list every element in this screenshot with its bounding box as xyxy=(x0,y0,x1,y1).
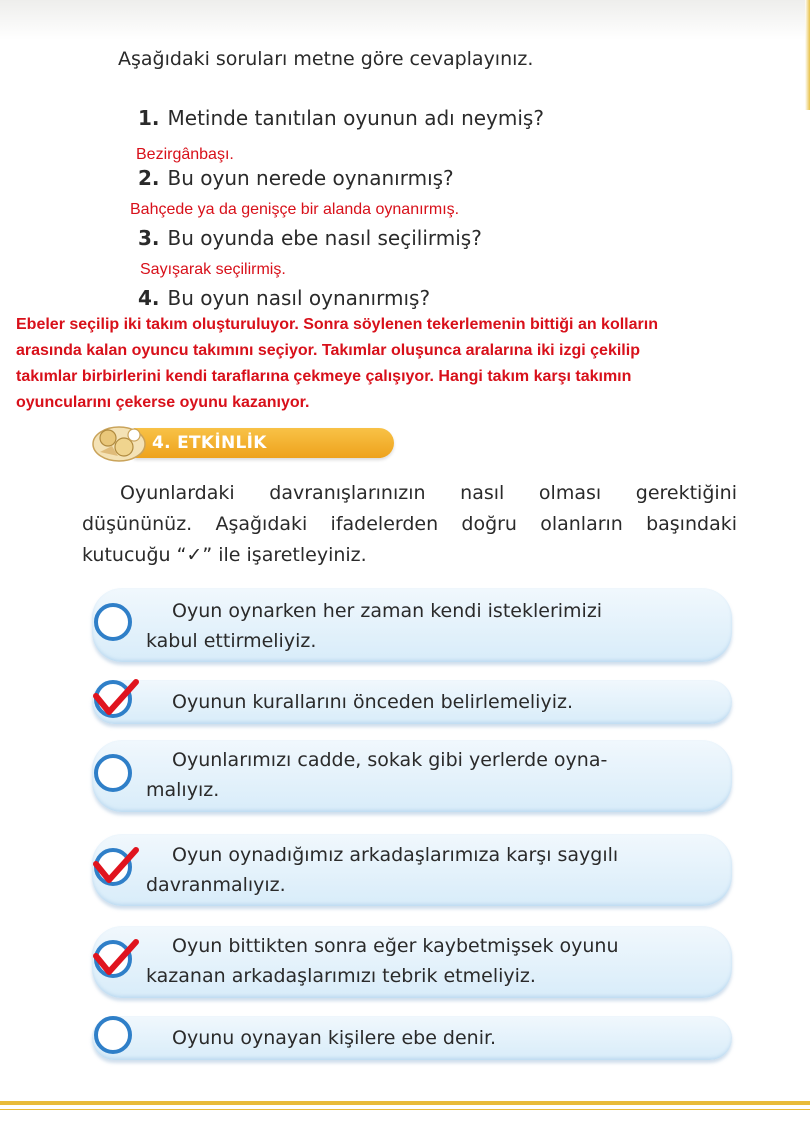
checkbox-1[interactable] xyxy=(92,605,132,645)
checkbox-2[interactable] xyxy=(92,682,132,722)
question-number: 1. xyxy=(138,106,160,130)
statement-text: Oyunun kurallarını önceden belirlemeliyiz. xyxy=(172,691,573,713)
answer-4-line: arasında kalan oyuncu takımını seçiyor. Takımlar oluşunca aralarına iki izgi çekilip xyxy=(16,342,640,359)
question-number: 3. xyxy=(138,226,160,250)
checkbox-4[interactable] xyxy=(92,850,132,890)
statement-text: Oyun oynarken her zaman kendi isteklerimizi kabul ettirmeliyiz. xyxy=(146,600,603,652)
activity-intro xyxy=(82,478,737,571)
activity-title: 4. ETKİNLİK xyxy=(152,433,267,453)
answer-3: Sayışarak seçilirmiş. xyxy=(140,261,286,278)
checkbox-3[interactable] xyxy=(92,756,132,796)
statement-text: Oyun bittikten sonra eğer kaybetmişsek oyunu kazanan arkadaşlarımızı tebrik etmeliyiz. xyxy=(146,935,619,987)
answer-4-line: oyuncularını çekerse oyunu kazanıyor. xyxy=(16,394,310,411)
checkmark-icon xyxy=(90,844,136,890)
question-text: Bu oyunda ebe nasıl seçilirmiş? xyxy=(167,226,482,250)
question-number: 4. xyxy=(138,286,160,310)
statement-item-2 xyxy=(92,680,732,724)
question-4 xyxy=(138,286,430,310)
statement-item-3 xyxy=(92,740,732,812)
statement-item-5 xyxy=(92,926,732,998)
empty-circle-icon xyxy=(90,750,136,796)
question-number: 2. xyxy=(138,166,160,190)
statement-text: Oyunlarımızı cadde, sokak gibi yerlerde oyna- malıyız. xyxy=(146,749,608,801)
statement-item-6 xyxy=(92,1016,732,1060)
activity-header xyxy=(88,420,318,464)
question-text: Metinde tanıtılan oyunun adı neymiş? xyxy=(167,106,544,130)
page-edge-decoration xyxy=(805,0,810,110)
statement-item-4 xyxy=(92,834,732,906)
answer-1: Bezirgânbaşı. xyxy=(136,146,234,163)
question-1 xyxy=(138,106,544,130)
question-2 xyxy=(138,166,454,190)
statement-text: Oyun oynadığımız arkadaşlarımıza karşı saygılı davranmalıyız. xyxy=(146,844,619,896)
checkmark-icon xyxy=(90,936,136,982)
question-text: Bu oyun nerede oynanırmış? xyxy=(167,166,454,190)
answer-4-line: takımlar birbirlerini kendi taraflarına çekmeye çalışıyor. Hangi takım karşı takımın xyxy=(16,368,632,385)
question-text: Bu oyun nasıl oynanırmış? xyxy=(167,286,431,310)
statement-text: Oyunu oynayan kişilere ebe denir. xyxy=(172,1027,497,1049)
question-3 xyxy=(138,226,482,250)
checkbox-6[interactable] xyxy=(92,1018,132,1058)
questions-instruction: Aşağıdaki soruları metne göre cevaplayınız. xyxy=(118,48,534,70)
checkbox-5[interactable] xyxy=(92,942,132,982)
footer-divider-thin xyxy=(0,1109,810,1110)
footer-divider xyxy=(0,1101,810,1105)
empty-circle-icon xyxy=(90,1012,136,1058)
puzzle-icon xyxy=(88,420,150,464)
statement-item-1 xyxy=(92,588,732,662)
answer-2: Bahçede ya da genişçe bir alanda oynanırmış. xyxy=(130,201,460,218)
activity-intro-text: Oyunlardaki davranışlarınızın nasıl olması gerektiğini düşününüz. Aşağıdaki ifadelerden doğru olanların başındaki kutucuğu “✓” ile işaretleyiniz. xyxy=(82,482,737,566)
empty-circle-icon xyxy=(90,599,136,645)
answer-4 xyxy=(16,312,796,416)
checkmark-icon xyxy=(90,676,136,722)
answer-4-line: Ebeler seçilip iki takım oluşturuluyor. Sonra söylenen tekerlemenin bittiği an kolların xyxy=(16,316,658,333)
page-top-shade xyxy=(0,0,810,40)
